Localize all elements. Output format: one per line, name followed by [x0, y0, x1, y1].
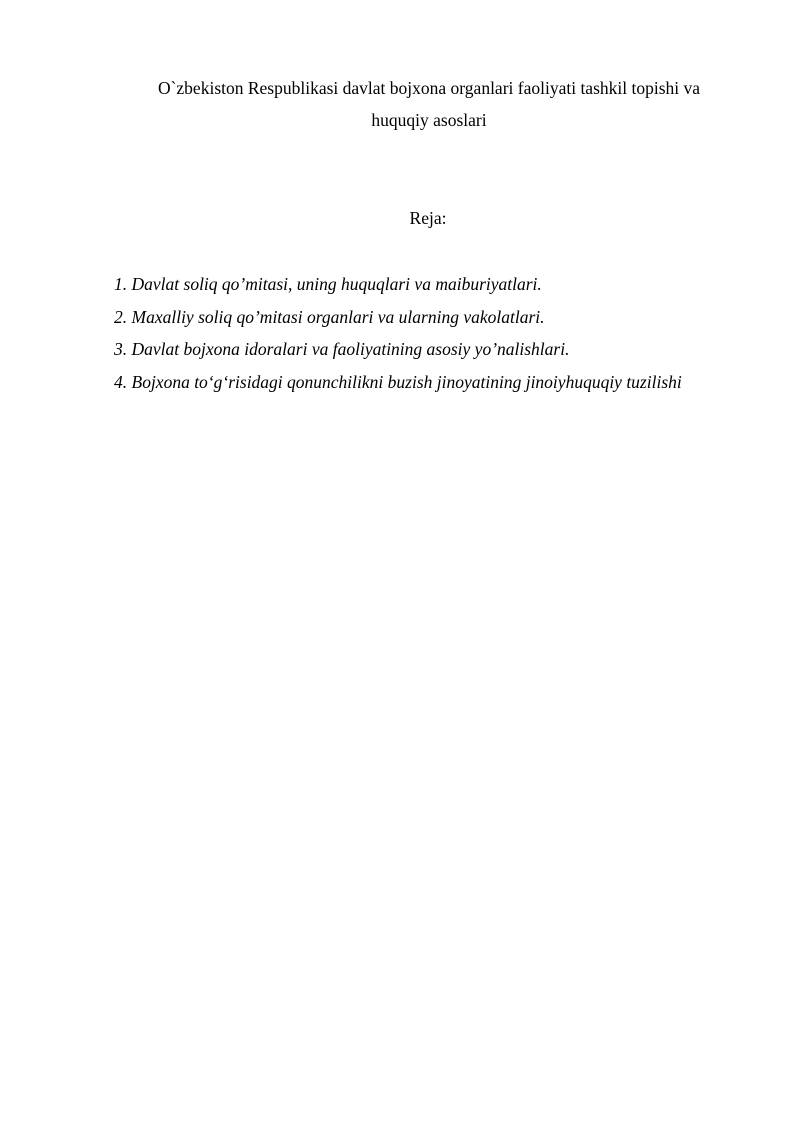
document-title: [120, 72, 738, 136]
plan-item: 1. Davlat soliq qo’mitasi, uning huquqlari va maiburiyatlari.: [114, 274, 542, 294]
plan-item: 4. Bojxona to‘g‘risidagi qonunchilikni buzish jinoyatining jinoiyhuquqiy tuzilishi: [114, 371, 682, 392]
title-line-2: huquqiy asoslari: [371, 110, 487, 130]
plan-list: [114, 268, 784, 398]
title-line-1: O`zbekiston Respublikasi davlat bojxona organlari faoliyati tashkil topishi va: [157, 78, 701, 98]
plan-heading: Reja:: [409, 208, 447, 228]
plan-item: 2. Maxalliy soliq qo’mitasi organlari va ularning vakolatlari.: [114, 306, 545, 327]
plan-item: 3. Davlat bojxona idoralari va faoliyatining asosiy yo’nalishlari.: [114, 339, 570, 359]
